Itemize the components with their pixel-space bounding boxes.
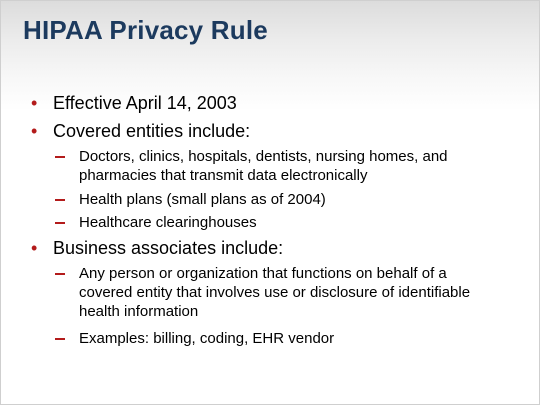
dash-icon xyxy=(55,199,65,201)
bullet-icon: • xyxy=(31,238,38,258)
dash-icon xyxy=(55,273,65,275)
subitem-text: Examples: billing, coding, EHR vendor xyxy=(79,330,335,347)
bullet-icon: • xyxy=(31,93,38,113)
bullet-icon: • xyxy=(31,121,38,141)
slide-title: HIPAA Privacy Rule xyxy=(23,15,268,45)
subitem-text: Doctors, clinics, hospitals, dentists, nursing homes, and pharmacies that transmit data electronically xyxy=(79,148,448,184)
dash-icon xyxy=(55,222,65,224)
subitem-text: Any person or organization that functions on behalf of a covered entity that involves use or disclosure of identifiable health information xyxy=(79,265,471,320)
dash-icon xyxy=(55,338,65,340)
bullet-text: Effective April 14, 2003 xyxy=(53,93,237,113)
subitem-text: Healthcare clearinghouses xyxy=(79,214,257,231)
bullet-text: Covered entities include: xyxy=(53,121,251,141)
slide-content xyxy=(1,1,539,404)
dash-icon xyxy=(55,156,65,158)
subitem-text: Health plans (small plans as of 2004) xyxy=(79,191,326,208)
bullet-text: Business associates include: xyxy=(53,238,284,258)
